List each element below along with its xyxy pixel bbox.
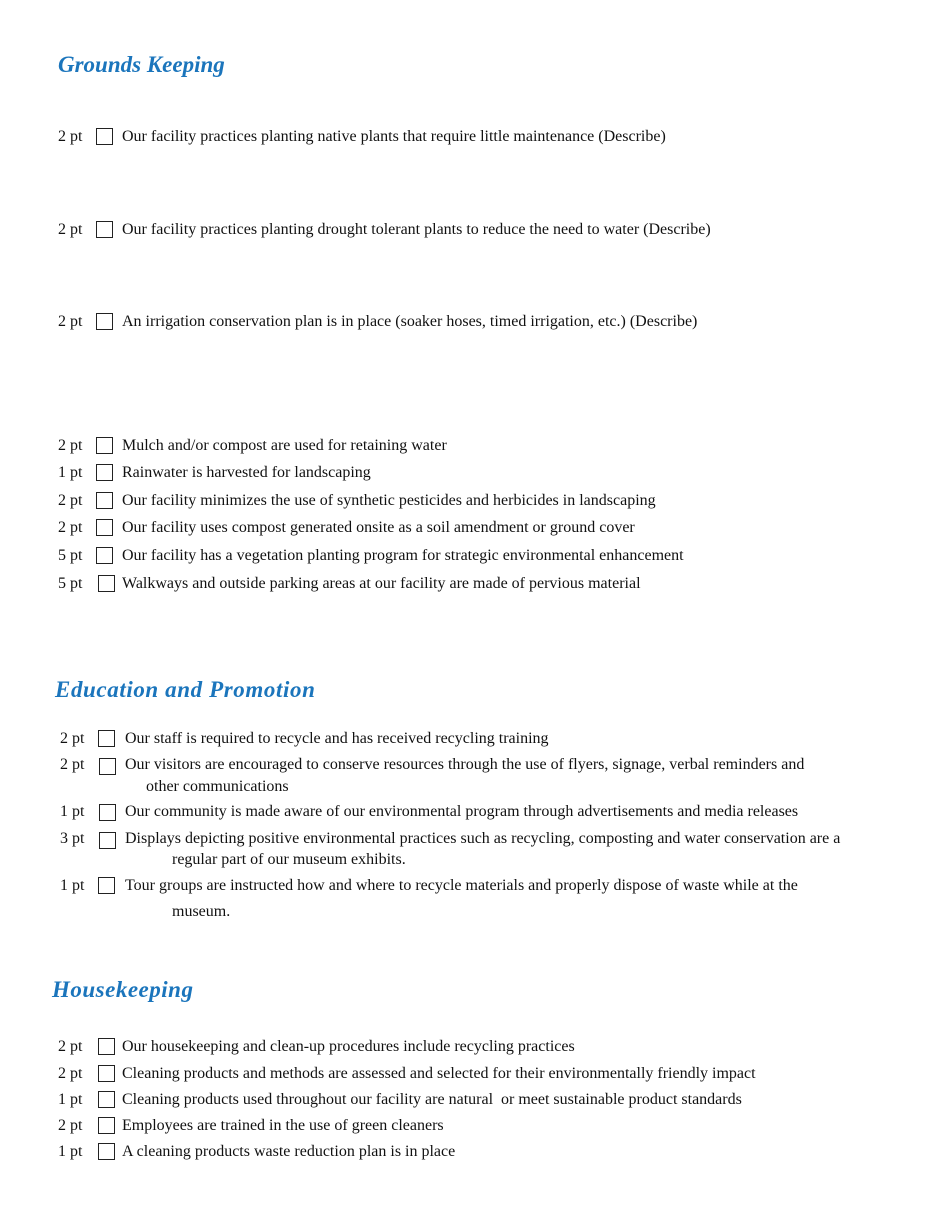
points-label: 5 pt — [58, 547, 83, 564]
item-text: Our facility practices planting native plants that require little maintenance (Describe) — [122, 128, 666, 145]
item-text: Our facility practices planting drought tolerant plants to reduce the need to water (Describe) — [122, 221, 711, 238]
item-text: An irrigation conservation plan is in place (soaker hoses, timed irrigation, etc.) (Describe) — [122, 313, 698, 330]
item-text: Our facility minimizes the use of synthetic pesticides and herbicides in landscaping — [122, 492, 656, 509]
item-text-continuation: other communications — [146, 778, 289, 795]
points-label: 3 pt — [60, 830, 85, 847]
item-text: Our facility has a vegetation planting program for strategic environmental enhancement — [122, 547, 684, 564]
points-label: 2 pt — [58, 128, 83, 145]
points-label: 1 pt — [58, 1143, 83, 1160]
points-label: 2 pt — [58, 1117, 83, 1134]
item-text: Our staff is required to recycle and has received recycling training — [125, 730, 549, 747]
checkbox[interactable] — [98, 877, 115, 894]
points-label: 2 pt — [58, 492, 83, 509]
section-title-grounds-keeping: Grounds Keeping — [58, 52, 225, 77]
checkbox[interactable] — [96, 464, 113, 481]
points-label: 2 pt — [58, 1065, 83, 1082]
checkbox[interactable] — [98, 1117, 115, 1134]
points-label: 2 pt — [58, 1038, 83, 1055]
points-label: 1 pt — [58, 1091, 83, 1108]
item-text: Displays depicting positive environmental practices such as recycling, composting and water conservation are a — [125, 830, 841, 847]
points-label: 2 pt — [58, 221, 83, 238]
points-label: 1 pt — [58, 464, 83, 481]
checkbox[interactable] — [96, 221, 113, 238]
section-title-housekeeping: Housekeeping — [52, 977, 194, 1002]
item-text: Cleaning products used throughout our facility are natural or meet sustainable product standards — [122, 1091, 742, 1108]
points-label: 2 pt — [58, 313, 83, 330]
points-label: 2 pt — [58, 437, 83, 454]
checkbox[interactable] — [96, 313, 113, 330]
item-text: Our housekeeping and clean-up procedures include recycling practices — [122, 1038, 575, 1055]
checkbox[interactable] — [99, 758, 116, 775]
checkbox[interactable] — [98, 1038, 115, 1055]
points-label: 5 pt — [58, 575, 83, 592]
checkbox[interactable] — [98, 1091, 115, 1108]
item-text: Tour groups are instructed how and where to recycle materials and properly dispose of waste while at the — [125, 877, 798, 894]
item-text: Employees are trained in the use of green cleaners — [122, 1117, 444, 1134]
checkbox[interactable] — [98, 575, 115, 592]
checkbox[interactable] — [96, 519, 113, 536]
item-text-continuation: regular part of our museum exhibits. — [172, 851, 406, 868]
item-text: Our community is made aware of our environmental program through advertisements and media releases — [125, 803, 799, 820]
checkbox[interactable] — [99, 832, 116, 849]
checkbox[interactable] — [98, 730, 115, 747]
checkbox[interactable] — [98, 1065, 115, 1082]
points-label: 2 pt — [58, 519, 83, 536]
checkbox[interactable] — [96, 437, 113, 454]
item-text: Our visitors are encouraged to conserve resources through the use of flyers, signage, verbal reminders and — [125, 756, 805, 773]
checkbox[interactable] — [99, 804, 116, 821]
points-label: 1 pt — [60, 877, 85, 894]
item-text: Our facility uses compost generated onsite as a soil amendment or ground cover — [122, 519, 635, 536]
points-label: 2 pt — [60, 730, 85, 747]
item-text: Walkways and outside parking areas at our facility are made of pervious material — [122, 575, 641, 592]
item-text: Cleaning products and methods are assessed and selected for their environmentally friendly impact — [122, 1065, 756, 1082]
checkbox[interactable] — [96, 492, 113, 509]
checkbox[interactable] — [96, 128, 113, 145]
item-text: Rainwater is harvested for landscaping — [122, 464, 371, 481]
item-text: A cleaning products waste reduction plan is in place — [122, 1143, 456, 1160]
points-label: 1 pt — [60, 803, 85, 820]
item-text: Mulch and/or compost are used for retaining water — [122, 437, 447, 454]
points-label: 2 pt — [60, 756, 85, 773]
checkbox[interactable] — [96, 547, 113, 564]
section-title-education-and-promotion: Education and Promotion — [55, 677, 316, 702]
checkbox[interactable] — [98, 1143, 115, 1160]
item-text-continuation: museum. — [172, 903, 231, 920]
